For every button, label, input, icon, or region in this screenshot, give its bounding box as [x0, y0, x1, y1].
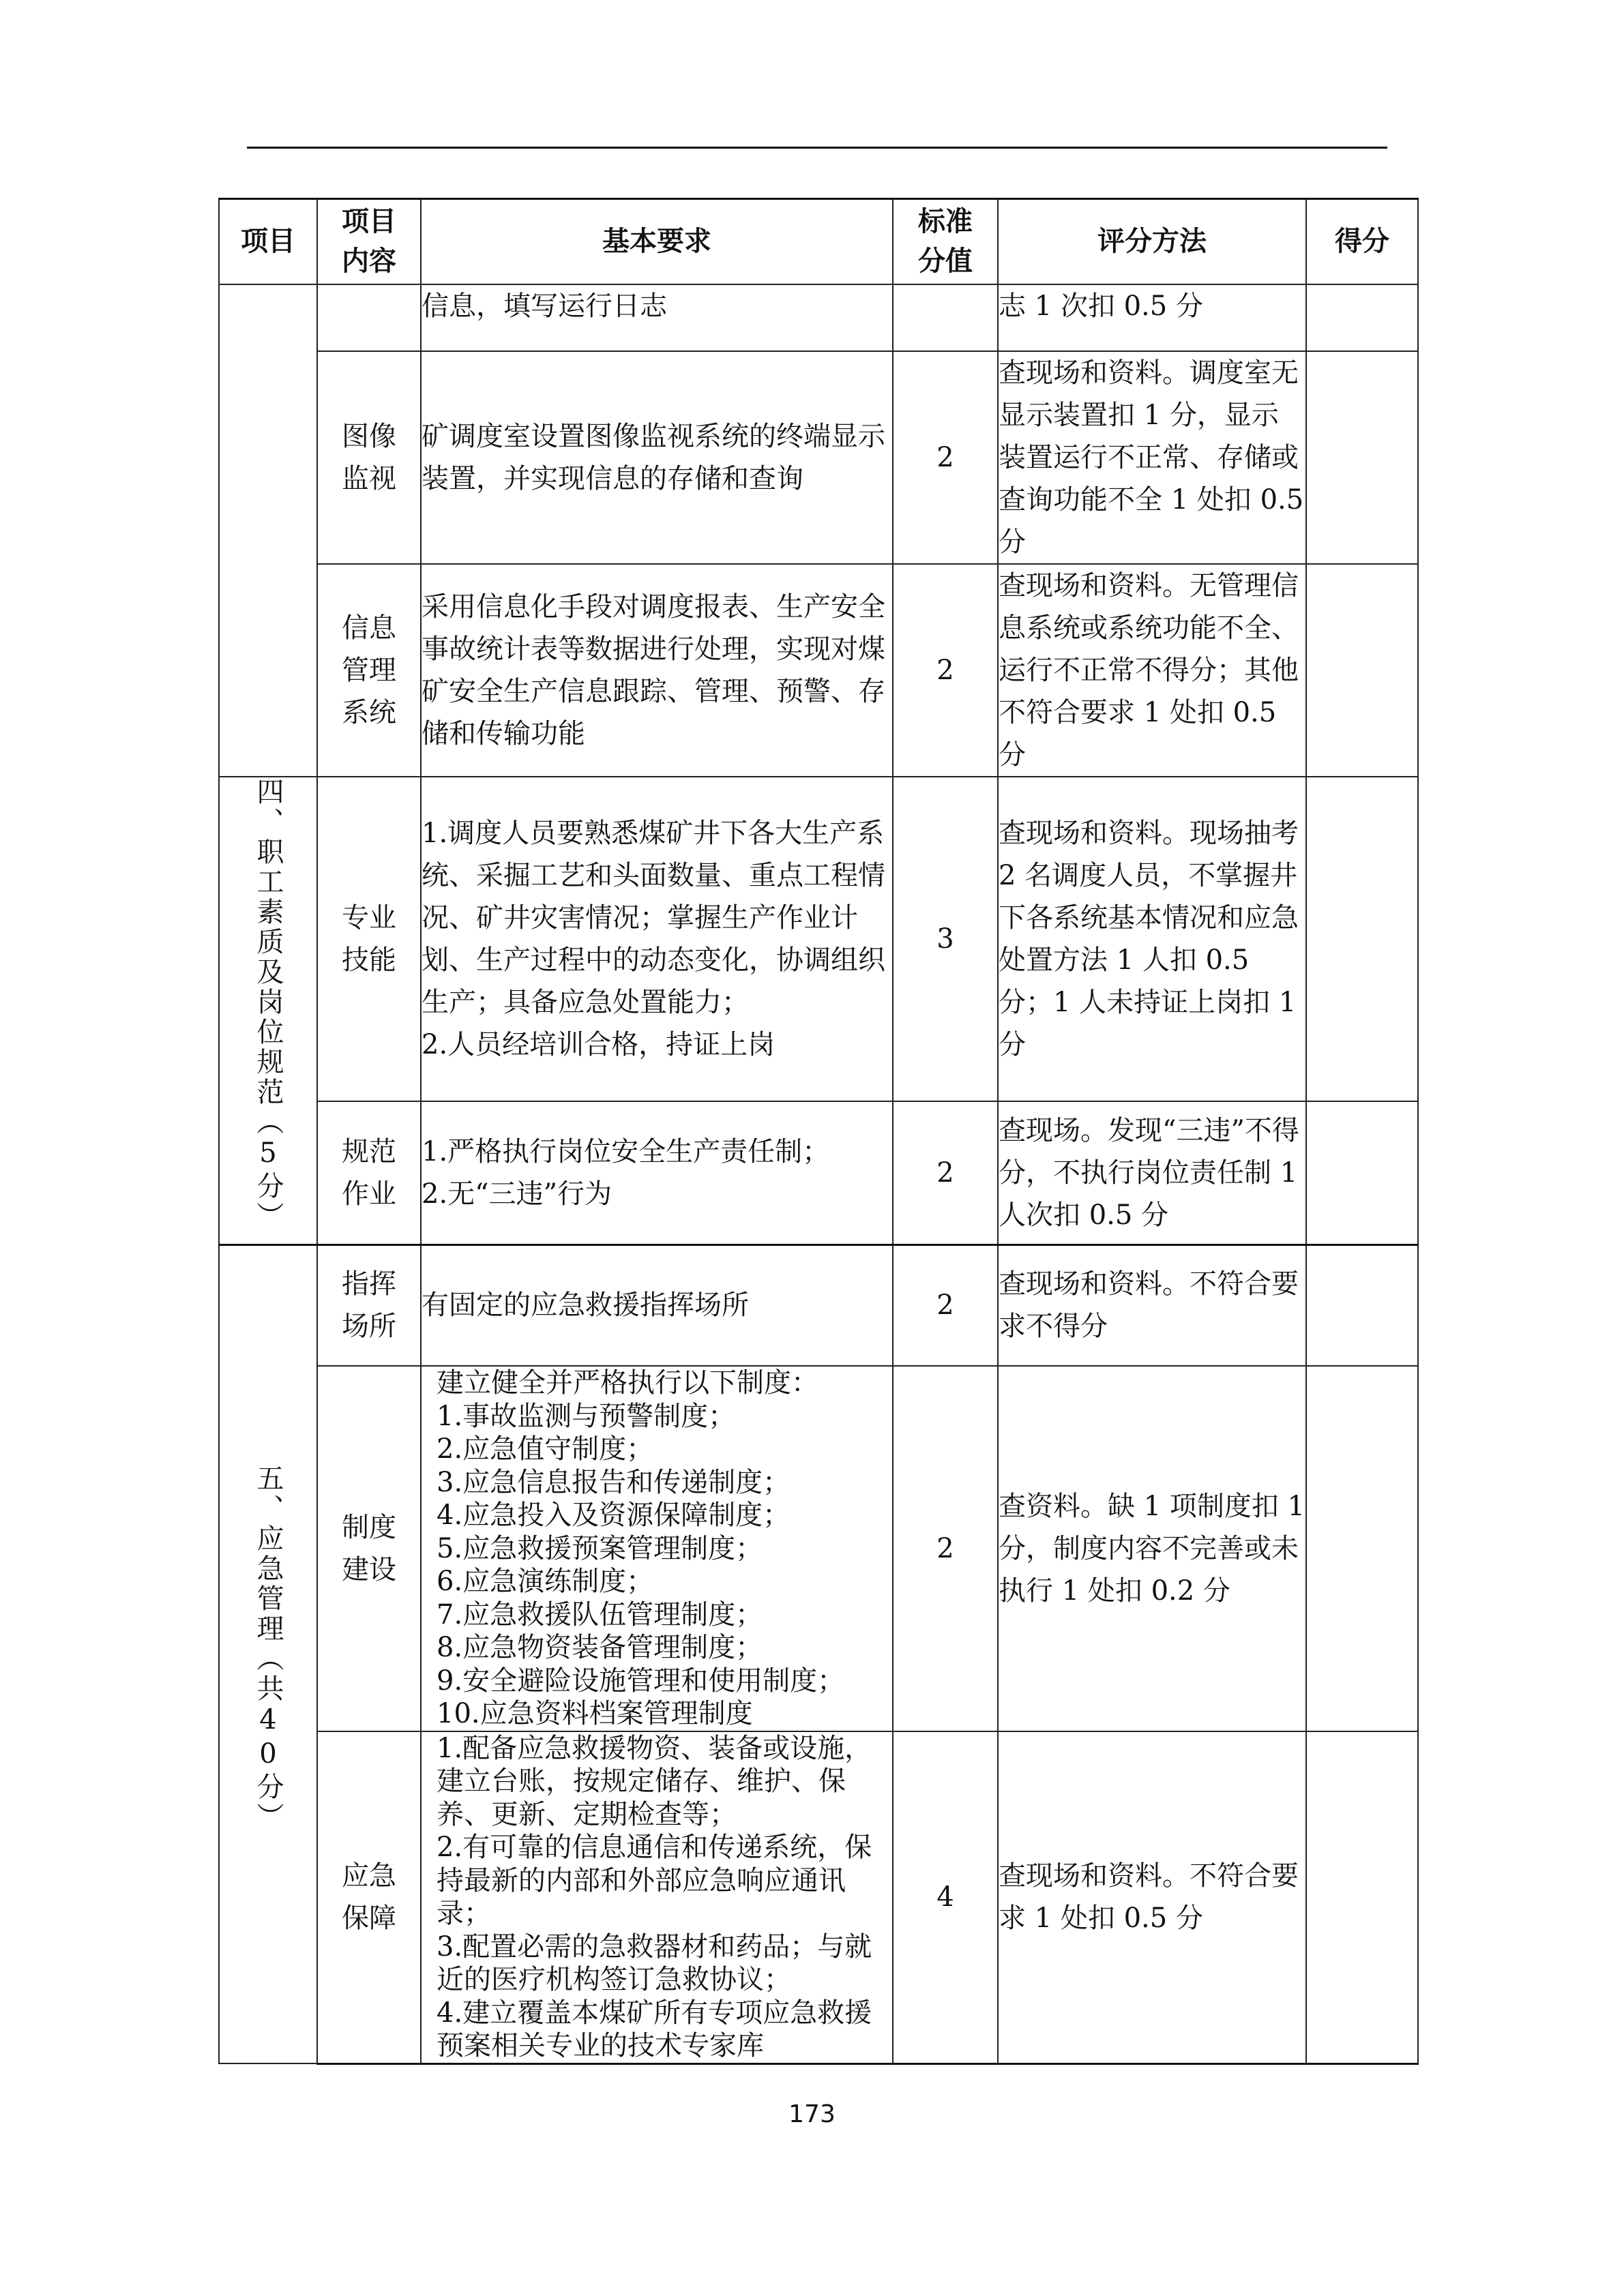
content-cell: [317, 284, 421, 351]
method-cell: 查现场和资料。不符合要求 1 处扣 0.5 分: [998, 1731, 1306, 2064]
header-result: 得分: [1306, 199, 1418, 284]
item-label: 五、应急管理（共40分）: [252, 1463, 284, 1832]
requirement-cell: 矿调度室设置图像监视系统的终端显示装置，并实现信息的存储和查询: [421, 351, 893, 564]
requirement-cell: 1.严格执行岗位安全生产责任制； 2.无“三违”行为: [421, 1101, 893, 1244]
score-cell: 2: [893, 351, 998, 564]
score-cell: 2: [893, 1366, 998, 1731]
content-cell: 规范 作业: [317, 1101, 421, 1244]
requirement-cell: 建立健全并严格执行以下制度： 1.事故监测与预警制度； 2.应急值守制度； 3.应急信息报告和传递制度； 4.应急投入及资源保障制度； 5.应急救援预案管理制度； 6.应急演练制度； 7.应急救援队伍管理制度； 8.应急物资装备管理制度； 9.安全避险设施管理和使用制度； 10.应急资料档案管理制度: [421, 1366, 893, 1731]
header-standard-score: 标准 分值: [893, 199, 998, 284]
score-cell: 3: [893, 777, 998, 1102]
result-cell: [1306, 1244, 1418, 1366]
requirement-cell: 信息，填写运行日志: [421, 284, 893, 351]
table-row: [219, 1101, 1418, 1244]
method-cell: 查现场和资料。不符合要求不得分: [998, 1244, 1306, 1366]
table-row: [219, 1244, 1418, 1366]
content-cell: 制度 建设: [317, 1366, 421, 1731]
scoring-table: [218, 198, 1419, 2065]
requirement-cell: 1.配备应急救援物资、装备或设施，建立台账，按规定储存、维护、保养、更新、定期检查等； 2.有可靠的信息通信和传递系统，保持最新的内部和外部应急响应通讯录； 3.配置必需的急救器材和药品；与就近的医疗机构签订急救协议； 4.建立覆盖本煤矿所有专项应急救援预案相关专业的技术专家库: [421, 1731, 893, 2064]
result-cell: [1306, 284, 1418, 351]
content-cell: 指挥 场所: [317, 1244, 421, 1366]
table-row: [219, 564, 1418, 777]
header-method: 评分方法: [998, 199, 1306, 284]
requirement-cell: 有固定的应急救援指挥场所: [421, 1244, 893, 1366]
table-row: [219, 284, 1418, 351]
header-rule: [247, 147, 1387, 149]
page-number: 173: [788, 2100, 836, 2128]
result-cell: [1306, 1101, 1418, 1244]
score-cell: 4: [893, 1731, 998, 2064]
header-requirement: 基本要求: [421, 199, 893, 284]
item-label: 四、职工素质及岗位规范（5分）: [252, 777, 284, 1232]
score-cell: 2: [893, 1101, 998, 1244]
method-cell: 查现场和资料。无管理信息系统或系统功能不全、运行不正常不得分；其他不符合要求 1 处扣 0.5 分: [998, 564, 1306, 777]
requirement-cell: 采用信息化手段对调度报表、生产安全事故统计表等数据进行处理，实现对煤矿安全生产信息跟踪、管理、预警、存储和传输功能: [421, 564, 893, 777]
score-cell: [893, 284, 998, 351]
method-cell: 查现场和资料。调度室无显示装置扣 1 分，显示装置运行不正常、存储或查询功能不全 1 处扣 0.5 分: [998, 351, 1306, 564]
result-cell: [1306, 351, 1418, 564]
table-row: [219, 1366, 1418, 1731]
table-row: [219, 777, 1418, 1102]
method-cell: 查资料。缺 1 项制度扣 1 分，制度内容不完善或未执行 1 处扣 0.2 分: [998, 1366, 1306, 1731]
content-cell: 应急 保障: [317, 1731, 421, 2064]
item-cell-continued: [219, 284, 317, 777]
method-cell: 查现场。发现“三违”不得分，不执行岗位责任制 1 人次扣 0.5 分: [998, 1101, 1306, 1244]
result-cell: [1306, 1731, 1418, 2064]
table-row: [219, 1731, 1418, 2064]
method-cell: 志 1 次扣 0.5 分: [998, 284, 1306, 351]
content-cell: 专业 技能: [317, 777, 421, 1102]
score-cell: 2: [893, 564, 998, 777]
table-row: [219, 351, 1418, 564]
header-item: 项目: [219, 199, 317, 284]
method-cell: 查现场和资料。现场抽考 2 名调度人员，不掌握井下各系统基本情况和应急处置方法 1 人扣 0.5 分；1 人未持证上岗扣 1 分: [998, 777, 1306, 1102]
header-row: [219, 199, 1418, 284]
result-cell: [1306, 777, 1418, 1102]
requirement-cell: 1.调度人员要熟悉煤矿井下各大生产系统、采掘工艺和头面数量、重点工程情况、矿井灾害情况；掌握生产作业计划、生产过程中的动态变化，协调组织生产；具备应急处置能力； 2.人员经培训合格，持证上岗: [421, 777, 893, 1102]
result-cell: [1306, 564, 1418, 777]
item-cell: [219, 1244, 317, 2063]
item-cell: [219, 777, 317, 1245]
score-cell: 2: [893, 1244, 998, 1366]
header-content: 项目 内容: [317, 199, 421, 284]
content-cell: 信息 管理 系统: [317, 564, 421, 777]
content-cell: 图像 监视: [317, 351, 421, 564]
result-cell: [1306, 1366, 1418, 1731]
